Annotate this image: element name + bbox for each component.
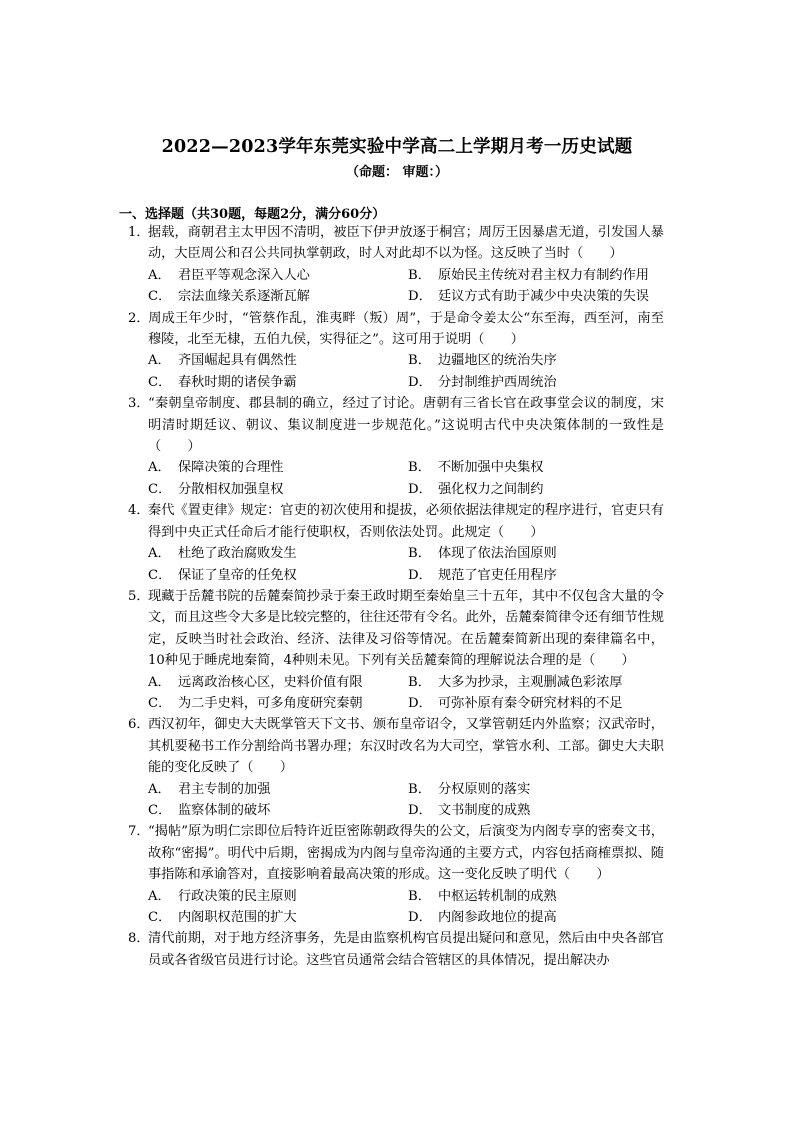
option-letter: B． <box>408 353 431 369</box>
option-a[interactable] <box>148 265 408 286</box>
option-letter: D． <box>408 567 432 583</box>
question-text: 西汉初年，御史大夫既掌管天下文书、颁布皇帝诏令，又掌管朝廷内外监察；汉武帝时，其机要秘书工作分割给尚书署办理；东汉时改名为大司空，掌管水利、工部。御史大夫职能的变化反映了（ ） <box>148 717 664 776</box>
option-letter: A． <box>148 674 171 690</box>
option-d[interactable] <box>408 286 684 307</box>
question-list <box>128 222 664 971</box>
option-text: 分封制维护西周统治 <box>438 374 557 390</box>
option-a[interactable] <box>148 779 408 800</box>
option-letter: A． <box>148 353 171 369</box>
option-letter: C． <box>148 567 172 583</box>
option-d[interactable] <box>408 800 684 821</box>
option-c[interactable] <box>148 372 408 393</box>
option-text: 齐国崛起具有偶然性 <box>178 353 297 369</box>
option-c[interactable] <box>148 800 408 821</box>
question-number: 4． <box>128 503 150 519</box>
option-b[interactable] <box>408 886 684 907</box>
option-letter: C． <box>148 481 172 497</box>
option-text: 内阁参政地位的提高 <box>438 910 557 925</box>
option-grid <box>128 543 664 586</box>
question-stem <box>128 714 664 778</box>
option-letter: C． <box>148 802 172 818</box>
option-text: 为二手史料，可多角度研究秦朝 <box>178 695 363 711</box>
option-text: 宗法血缘关系逐渐瓦解 <box>178 289 310 305</box>
option-grid <box>128 350 664 393</box>
option-letter: D． <box>408 695 432 711</box>
option-grid <box>128 886 664 929</box>
option-text: 规范了官吏任用程序 <box>438 567 557 583</box>
option-b[interactable] <box>408 672 684 693</box>
option-a[interactable] <box>148 886 408 907</box>
option-text: 边疆地区的统治失序 <box>438 353 557 369</box>
question-stem <box>128 821 664 885</box>
option-b[interactable] <box>408 457 684 478</box>
option-text: 春秋时期的诸侯争霸 <box>178 374 297 390</box>
option-letter: C． <box>148 374 172 390</box>
option-letter: A． <box>148 546 171 562</box>
question-6 <box>128 714 664 821</box>
option-text: 君臣平等观念深入人心 <box>178 267 310 283</box>
question-8 <box>128 928 664 971</box>
question-stem <box>128 586 664 672</box>
option-d[interactable] <box>408 372 684 393</box>
option-text: 大多为抄录，主观删减色彩浓厚 <box>438 674 623 690</box>
option-b[interactable] <box>408 543 684 564</box>
question-text: 据载，商朝君主太甲因不清明，被臣下伊尹放逐于桐宫；周厉王因暴虐无道，引发国人暴动，大臣周公和召公共同执掌朝政，时人对此却不以为怪。这反映了当时（ ） <box>148 225 664 262</box>
option-letter: D． <box>408 374 432 390</box>
question-stem <box>128 308 664 351</box>
option-grid <box>128 265 664 308</box>
option-letter: A． <box>148 267 171 283</box>
option-text: 监察体制的破坏 <box>178 802 271 818</box>
question-number: 8． <box>128 931 150 947</box>
option-c[interactable] <box>148 907 408 928</box>
option-letter: B． <box>408 460 431 476</box>
option-text: 保障决策的合理性 <box>178 460 284 476</box>
question-4 <box>128 500 664 586</box>
option-text: 君主专制的加强 <box>178 781 271 797</box>
option-letter: A． <box>148 781 171 797</box>
option-d[interactable] <box>408 479 684 500</box>
option-d[interactable] <box>408 693 684 714</box>
option-text: 保证了皇帝的任免权 <box>178 567 297 583</box>
option-text: 杜绝了政治腐败发生 <box>178 546 297 562</box>
option-letter: B． <box>408 267 431 283</box>
option-a[interactable] <box>148 350 408 371</box>
question-text: 周成王年少时，“管蔡作乱，淮夷畔（叛）周”，于是命令姜太公“东至海，西至河，南至穆陵，北至无棣，五伯九侯，实得征之”。这可用于说明（ ） <box>148 310 664 348</box>
option-text: 分权原则的落实 <box>438 781 531 797</box>
question-7 <box>128 821 664 928</box>
option-text: 体现了依法治国原则 <box>438 546 557 562</box>
option-grid <box>128 457 664 500</box>
option-text: 内阁职权范围的扩大 <box>178 910 297 925</box>
option-text: 可弥补原有秦令研究材料的不足 <box>438 695 623 711</box>
option-text: 不断加强中央集权 <box>438 460 544 476</box>
option-letter: C． <box>148 289 172 305</box>
option-letter: B． <box>408 781 431 797</box>
option-b[interactable] <box>408 779 684 800</box>
question-5 <box>128 586 664 714</box>
question-number: 6． <box>128 717 150 733</box>
option-text: 分散相权加强皇权 <box>178 481 284 497</box>
question-number: 3． <box>128 396 150 412</box>
exam-title: 2022—2023学年东莞实验中学高二上学期月考一历史试题 <box>161 137 633 157</box>
option-d[interactable] <box>408 565 684 586</box>
option-c[interactable] <box>148 693 408 714</box>
question-text: “秦朝皇帝制度、郡县制的确立，经过了讨论。唐朝有三省长官在政事堂会议的制度，宋明清时期廷议、朝议、集议制度进一步规范化。”这说明古代中央决策体制的一致性是（ ） <box>148 396 664 455</box>
question-2 <box>128 308 664 394</box>
question-text: “揭帖”原为明仁宗即位后特许近臣密陈朝政得失的公文，后演变为内阁专享的密奏文书，故称“密揭”。明代中后期，密揭成为内阁与皇帝沟通的主要方式，内容包括商榷票拟、随事指陈和承谕答对，直接影响着最高决策的形成。这一变化反映了明代（ ） <box>148 824 664 883</box>
option-b[interactable] <box>408 265 684 286</box>
question-3 <box>128 393 664 500</box>
option-letter: B． <box>408 674 431 690</box>
question-text: 秦代《置吏律》规定：官吏的初次使用和提拔，必须依据法律规定的程序进行，官吏只有得到中央正式任命后才能行使职权，否则依法处罚。此规定（ ） <box>148 503 664 540</box>
question-number: 7． <box>128 824 150 840</box>
question-stem <box>128 500 664 543</box>
question-number: 1． <box>128 225 150 240</box>
question-1 <box>128 222 664 308</box>
option-c[interactable] <box>148 565 408 586</box>
question-stem <box>128 393 664 457</box>
option-letter: A． <box>148 460 171 476</box>
option-letter: B． <box>408 546 431 562</box>
option-text: 文书制度的成熟 <box>438 802 531 818</box>
option-b[interactable] <box>408 350 684 371</box>
option-letter: D． <box>408 481 432 497</box>
option-text: 强化权力之间制约 <box>438 481 544 497</box>
section-heading: 一、选择题（共30题，每题2分，满分60分） <box>119 207 386 222</box>
question-stem <box>128 928 664 971</box>
option-c[interactable] <box>148 286 408 307</box>
option-letter: C． <box>148 695 172 711</box>
option-grid <box>128 779 664 822</box>
option-letter: A． <box>148 888 171 904</box>
option-text: 廷议方式有助于减少中央决策的失误 <box>438 289 649 305</box>
option-letter: D． <box>408 289 432 305</box>
option-text: 中枢运转机制的成熟 <box>438 888 557 904</box>
option-letter: B． <box>408 888 431 904</box>
option-a[interactable] <box>148 457 408 478</box>
option-a[interactable] <box>148 672 408 693</box>
option-text: 原始民主传统对君主权力有制约作用 <box>438 267 649 283</box>
question-text: 清代前期，对于地方经济事务，先是由监察机构官员提出疑问和意见，然后由中央各部官员或各省级官员进行讨论。这些官员通常会结合管辖区的具体情况，提出解决办 <box>148 931 664 968</box>
option-a[interactable] <box>148 543 408 564</box>
option-text: 行政决策的民主原则 <box>178 888 297 904</box>
option-d[interactable] <box>408 907 684 928</box>
question-stem <box>128 222 664 265</box>
question-number: 5． <box>128 588 150 604</box>
option-letter: D． <box>408 910 432 925</box>
option-grid <box>128 672 664 715</box>
option-c[interactable] <box>148 479 408 500</box>
option-text: 远离政治核心区，史料价值有限 <box>178 674 363 690</box>
exam-subtitle: （命题： 审题：） <box>345 165 449 180</box>
question-number: 2． <box>128 310 150 326</box>
option-letter: C． <box>148 910 172 925</box>
option-letter: D． <box>408 802 432 818</box>
question-text: 现藏于岳麓书院的岳麓秦简抄录于秦王政时期至秦始皇三十五年，其中不仅包含大量的令文，而且这些令大多是比较完整的，往往还带有令名。此外，岳麓秦简律令还有细节性规定，反映当时社会政治、经济、法律及习俗等情况。在岳麓秦简新出现的秦律篇名中，10种见于睡虎地秦简，4种则未见。下列有关岳麓秦简的理解说法合理的是（ ） <box>148 588 664 669</box>
